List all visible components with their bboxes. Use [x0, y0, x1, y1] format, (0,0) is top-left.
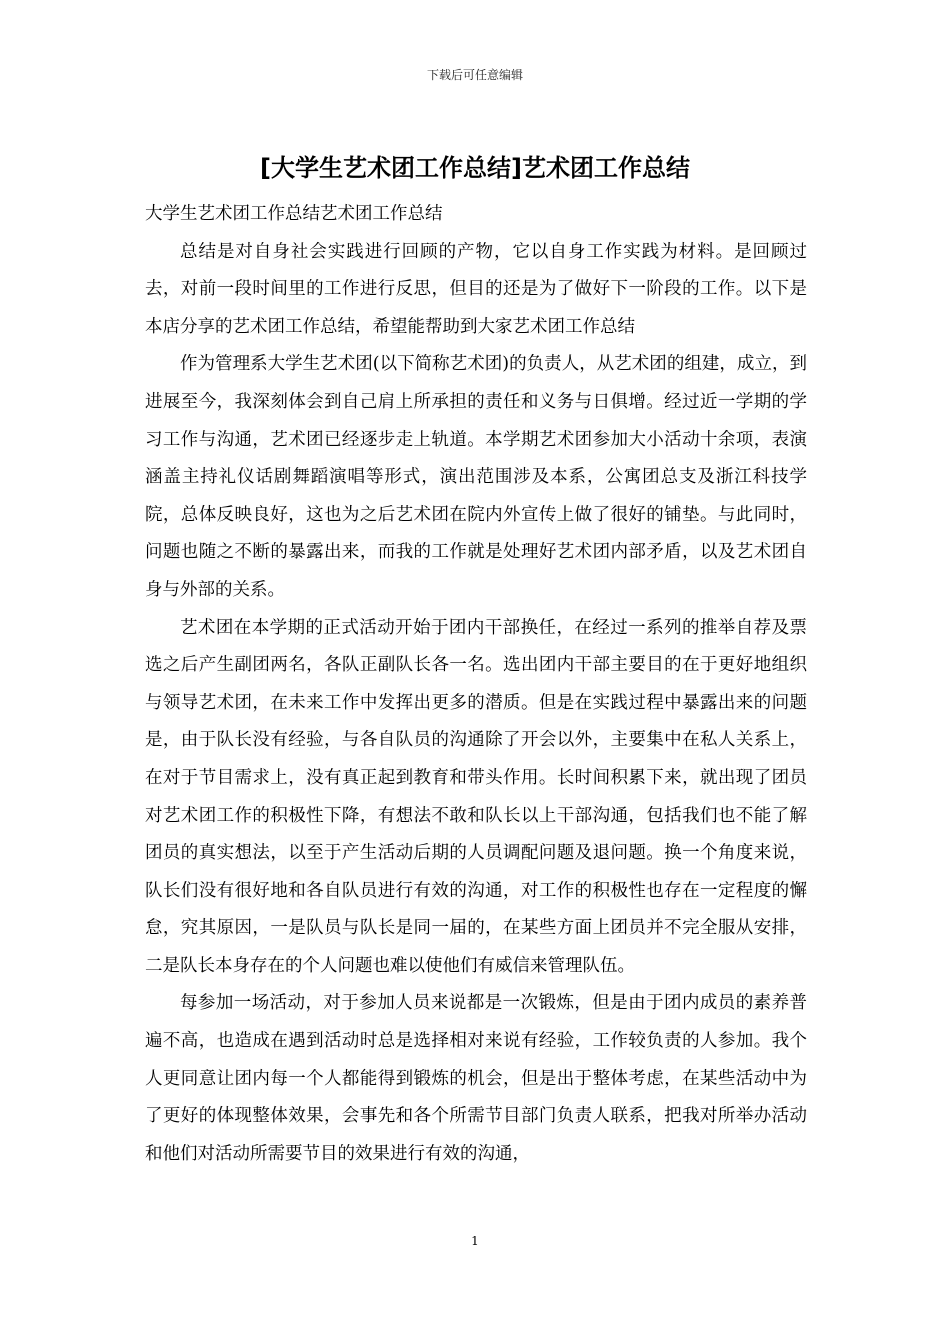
paragraph: 每参加一场活动，对于参加人员来说都是一次锻炼，但是由于团内成员的素养普遍不高，也造成在遇到活动时总是选择相对来说有经验，工作较负责的人参加。我个人更同意让团内每一个人都能得到锻炼的机会，但是出于整体考虑，在某些活动中为了更好的体现整体效果，会事先和各个所需节目部门负责人联系，把我对所举办活动和他们对活动所需要节目的效果进行有效的沟通，	[145, 993, 807, 1164]
paragraph: 艺术团在本学期的正式活动开始于团内干部换任，在经过一系列的推举自荐及票选之后产生副团两名，各队正副队长各一名。选出团内干部主要目的在于更好地组织与领导艺术团，在未来工作中发挥出更多的潜质。但是在实践过程中暴露出来的问题是，由于队长没有经验，与各自队员的沟通除了开会以外，主要集中在私人关系上，在对于节目需求上，没有真正起到教育和带头作用。长时间积累下来，就出现了团员对艺术团工作的积极性下降，有想法不敢和队长以上干部沟通，包括我们也不能了解团员的真实想法，以至于产生活动后期的人员调配问题及退问题。换一个角度来说，队长们没有很好地和各自队员进行有效的沟通，对工作的积极性也存在一定程度的懈怠，究其原因，一是队员与队长是同一届的，在某些方面上团员并不完全服从安排，二是队长本身存在的个人问题也难以使他们有威信来管理队伍。	[145, 617, 807, 976]
document-subtitle: 大学生艺术团工作总结艺术团工作总结	[145, 204, 443, 224]
paragraph: 总结是对自身社会实践进行回顾的产物，它以自身工作实践为材料。是回顾过去，对前一段时间里的工作进行反思，但目的还是为了做好下一阶段的工作。以下是本店分享的艺术团工作总结，希望能帮助到大家艺术团工作总结	[145, 241, 807, 337]
document-body	[145, 196, 807, 1173]
paragraph: 作为管理系大学生艺术团(以下简称艺术团)的负责人，从艺术团的组建，成立，到进展至今，我深刻体会到自己肩上所承担的责任和义务与日俱增。经过近一学期的学习工作与沟通，艺术团已经逐步走上轨道。本学期艺术团参加大小活动十余项，表演涵盖主持礼仪话剧舞蹈演唱等形式，演出范围涉及本系，公寓团总支及浙江科技学院，总体反映良好，这也为之后艺术团在院内外宣传上做了很好的铺垫。与此同时，问题也随之不断的暴露出来，而我的工作就是处理好艺术团内部矛盾，以及艺术团自身与外部的关系。	[145, 354, 807, 600]
header-note: 下载后可任意编辑	[426, 68, 523, 82]
document-title: [大学生艺术团工作总结]艺术团工作总结	[260, 154, 690, 182]
page-number: 1	[471, 1234, 479, 1248]
